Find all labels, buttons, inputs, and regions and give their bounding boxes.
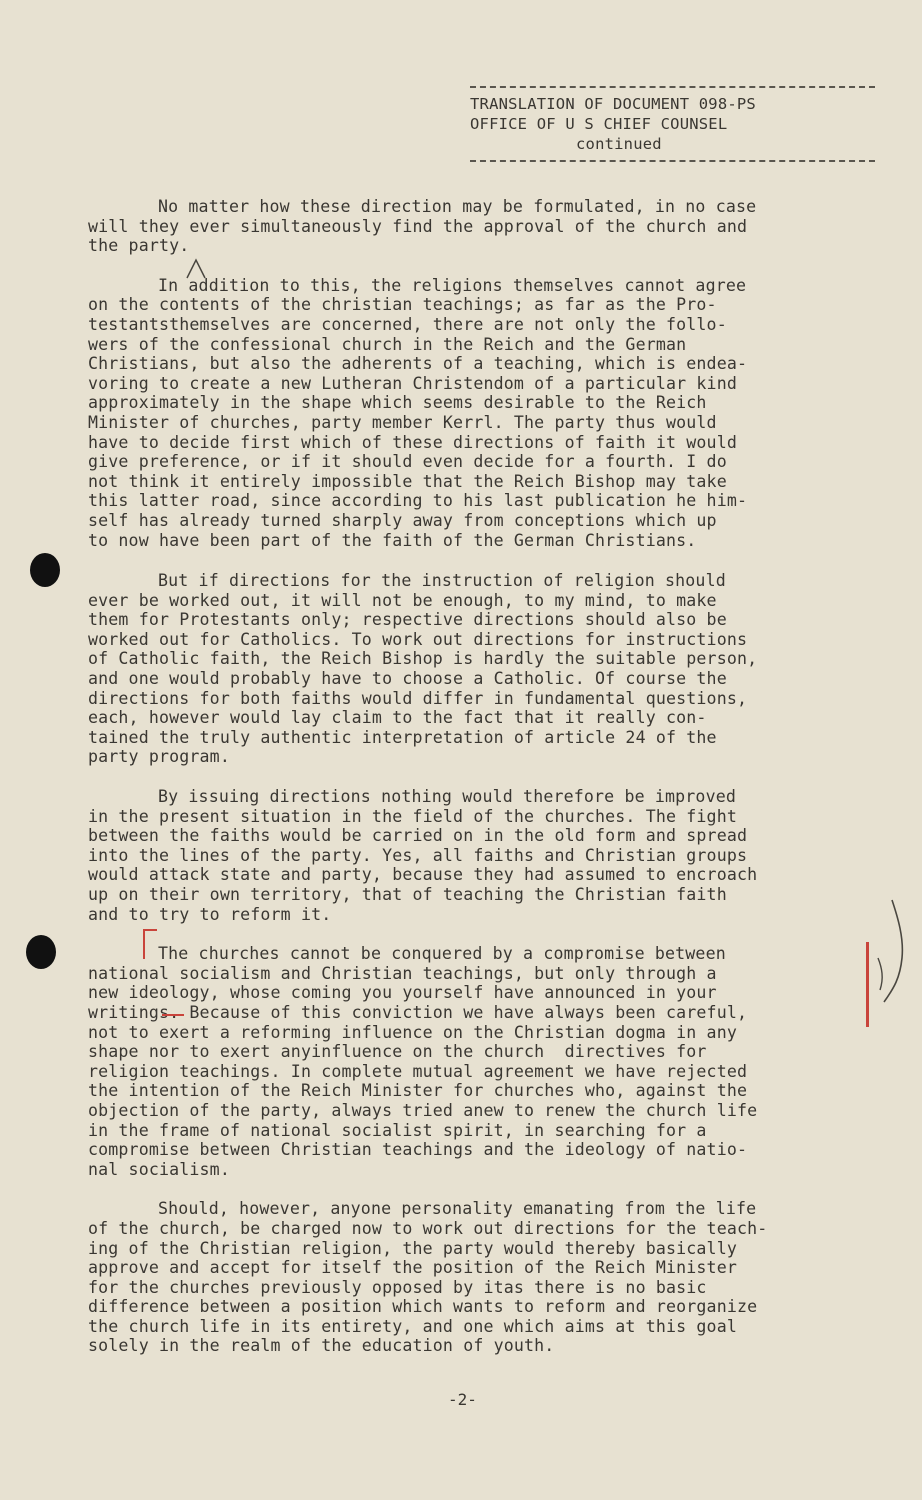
pencil-caret-mark <box>183 258 209 280</box>
punch-hole-lower <box>26 935 56 969</box>
red-underline-mark <box>162 1014 184 1016</box>
paragraph-4: By issuing directions nothing would therefore be improved in the present situation in the field of the churches. The fight between the faiths would be carried on in the old form and spread into the lines of the party. Yes, all faiths and Christian groups would attack state and party, because they had assumed to encroach up on their own territory, that of teaching the Christian faith and to try to reform it. <box>88 787 758 924</box>
header-continued: continued <box>576 135 662 153</box>
pencil-margin-mark <box>872 898 912 1008</box>
document-body <box>88 197 878 1376</box>
document-header <box>470 86 875 162</box>
paragraph-6: Should, however, anyone personality emanating from the life of the church, be charged now to work out directions for the teach- ing of the Christian religion, the party would thereby basically approve and accept for itself the position of the Reich Minister for the churches previously opposed by itas there is no basic difference between a position which wants to reform and reorganize the church life in its entirety, and one which aims at this goal solely in the realm of the education of youth. <box>88 1199 768 1356</box>
paragraph-2: In addition to this, the religions themselves cannot agree on the contents of the christian teachings; as far as the Pro- testantsthemselves are concerned, there are not only the follo- wers of the confessional church in the Reich and the German Christians, but also the adherents of a teaching, which is endea- voring to create a new Lutheran Christendom of a particular kind approximately in the shape which seems desirable to the Reich Minister of churches, party member Kerrl. The party thus would have to decide first which of these directions of faith it would give preference, or if it should even decide for a fourth. I do not think it entirely impossible that the Reich Bishop may take this latter road, since according to his last publication he him- self has already turned sharply away from conceptions which up to now have been part of the faith of the German Christians. <box>88 275 748 550</box>
paragraph-3: But if directions for the instruction of religion should ever be worked out, it will not be enough, to my mind, to make them for Protestants only; respective directions should also be worked out for Catholics. To work out directions for instructions of Catholic faith, the Reich Bishop is hardly the suitable person, and one would probably have to choose a Catholic. Of course the directions for both faiths would differ in fundamental questions, each, however would lay claim to the fact that it really con- tained the truly authentic interpretation of article 24 of the party program. <box>88 571 758 767</box>
punch-hole-upper <box>30 553 60 587</box>
header-bottom-rule <box>470 160 875 162</box>
paragraph-1: No matter how these direction may be formulated, in no case will they ever simultaneously find the approval of the church and the party. <box>88 197 757 256</box>
page-number: -2- <box>448 1390 477 1409</box>
paragraph-5: The churches cannot be conquered by a compromise between national socialism and Christian teachings, but only through a new ideology, whose coming you yourself have announced in your writings. Because of this conviction we have always been careful, not to exert a reforming influence on the Christian dogma in any shape nor to exert anyinfluence on the church directives for religion teachings. In complete mutual agreement we have rejected the intention of the Reich Minister for churches who, against the objection of the party, always tried anew to renew the church life in the frame of national socialist spirit, in searching for a compromise between Christian teachings and the ideology of natio- nal socialism. <box>88 944 758 1179</box>
header-office: OFFICE OF U S CHIEF COUNSEL <box>470 115 728 133</box>
header-top-rule <box>470 86 875 88</box>
red-bracket-mark <box>143 929 157 959</box>
header-title: TRANSLATION OF DOCUMENT 098-PS <box>470 95 756 113</box>
red-margin-bar <box>866 942 869 1027</box>
